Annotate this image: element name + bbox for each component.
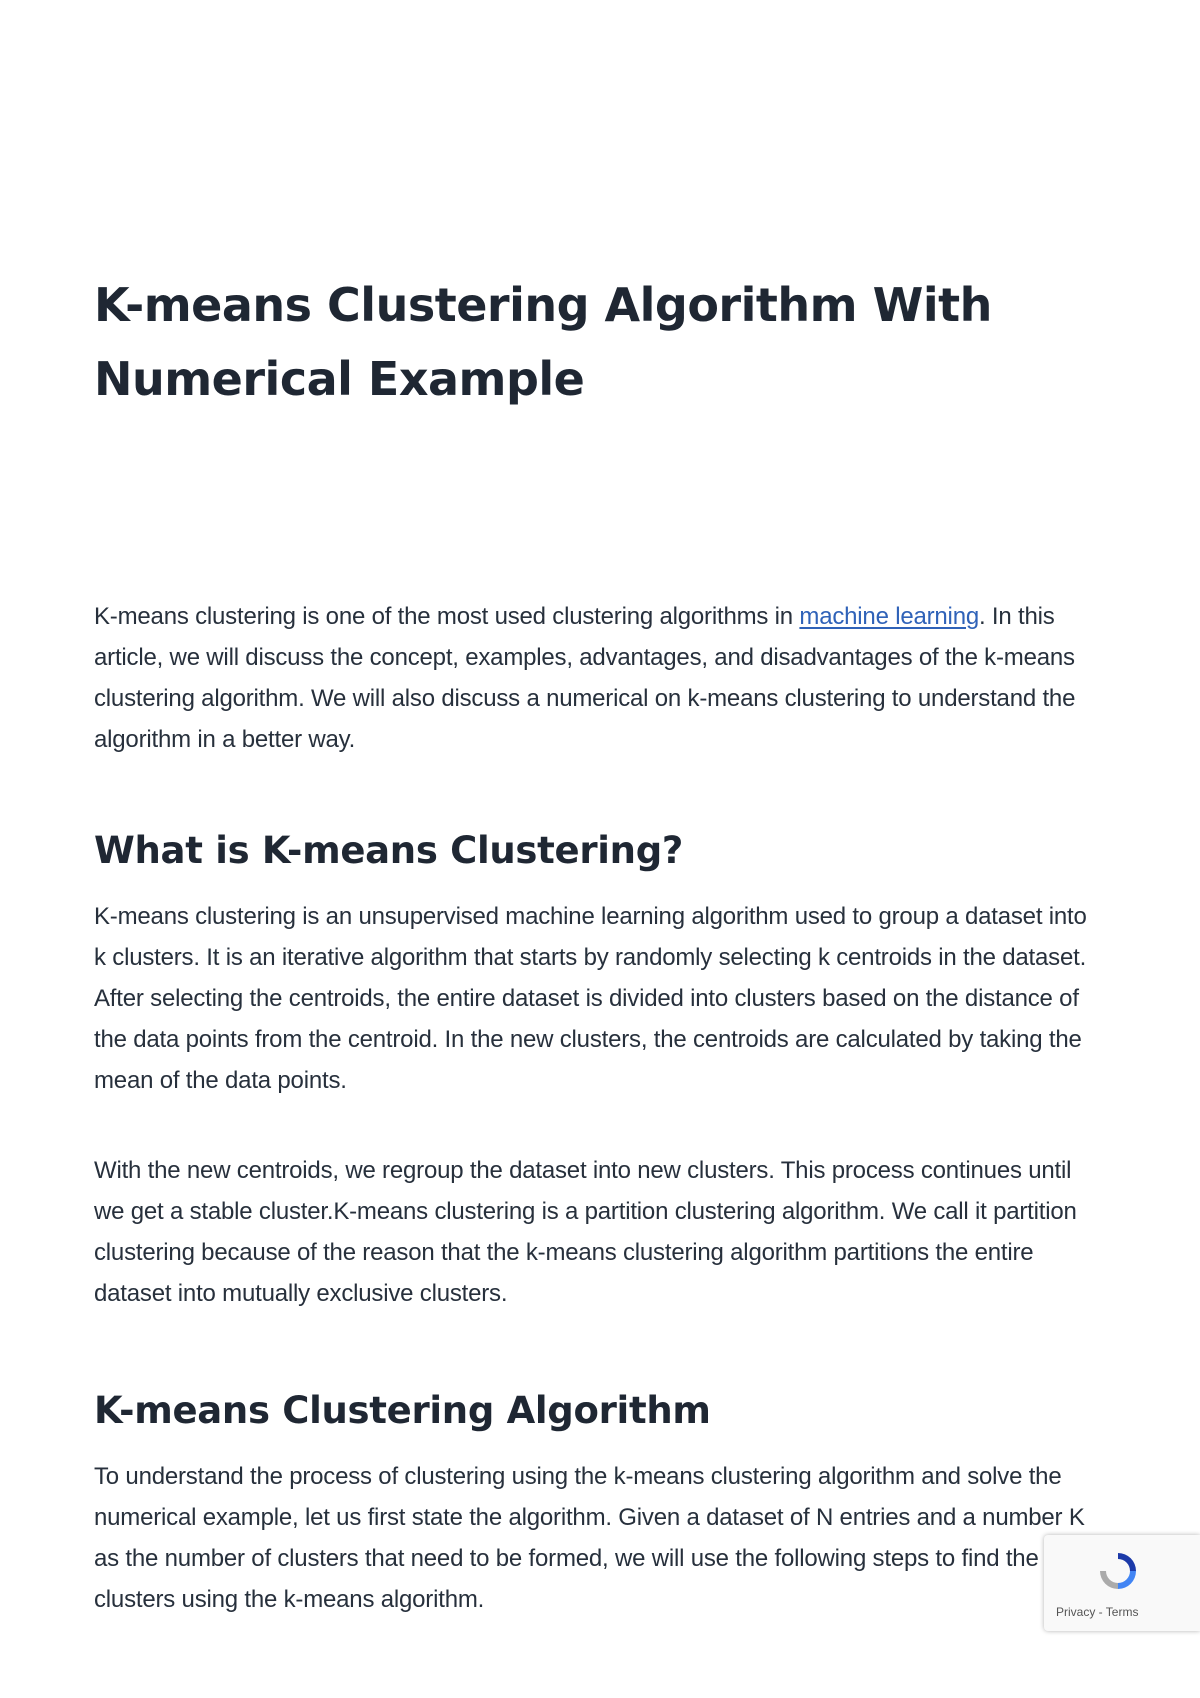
recaptcha-privacy-link[interactable]: Privacy bbox=[1056, 1605, 1096, 1619]
recaptcha-separator: - bbox=[1095, 1605, 1106, 1619]
recaptcha-terms-link[interactable]: Terms bbox=[1105, 1605, 1139, 1619]
intro-text-after-link: . In this article, we will discuss the concept, examples, advantages, and disadvantages of the k-means clustering algorithm. We will also discuss a numerical on k-means clustering to understand the algorithm in a better way. bbox=[94, 603, 1076, 753]
recaptcha-links bbox=[1044, 1605, 1200, 1619]
section-paragraph: K-means clustering is an unsupervised machine learning algorithm used to group a dataset into k clusters. It is an iterative algorithm that starts by randomly selecting k centroids in the dataset. After selecting the centroids, the entire dataset is divided into clusters based on the distance of the data points from the centroid. In the new clusters, the centroids are calculated by taking the mean of the data points. bbox=[94, 903, 1087, 1094]
section-heading-kmeans-algorithm: K-means Clustering Algorithm bbox=[94, 1389, 711, 1432]
article-title: K-means Clustering Algorithm With Numerical Example bbox=[94, 278, 992, 406]
section-paragraph: To understand the process of clustering using the k-means clustering algorithm and solve the numerical example, let us first state the algorithm. Given a dataset of N entries and a number K as the number of clusters that need to be formed, we will use the following steps to find the clusters using the k-means algorithm. bbox=[94, 1463, 1085, 1613]
intro-paragraph bbox=[94, 596, 1100, 760]
recaptcha-icon bbox=[1096, 1549, 1140, 1593]
section-paragraph: With the new centroids, we regroup the dataset into new clusters. This process continues until we get a stable cluster.K-means clustering is a partition clustering algorithm. We call it partition clustering because of the reason that the k-means clustering algorithm partitions the entire dataset into mutually exclusive clusters. bbox=[94, 1157, 1077, 1307]
recaptcha-badge[interactable] bbox=[1044, 1535, 1200, 1631]
intro-text-before-link: K-means clustering is one of the most used clustering algorithms in bbox=[94, 603, 800, 630]
machine-learning-link[interactable]: machine learning bbox=[799, 603, 979, 630]
section-heading-what-is-kmeans: What is K-means Clustering? bbox=[94, 829, 684, 872]
